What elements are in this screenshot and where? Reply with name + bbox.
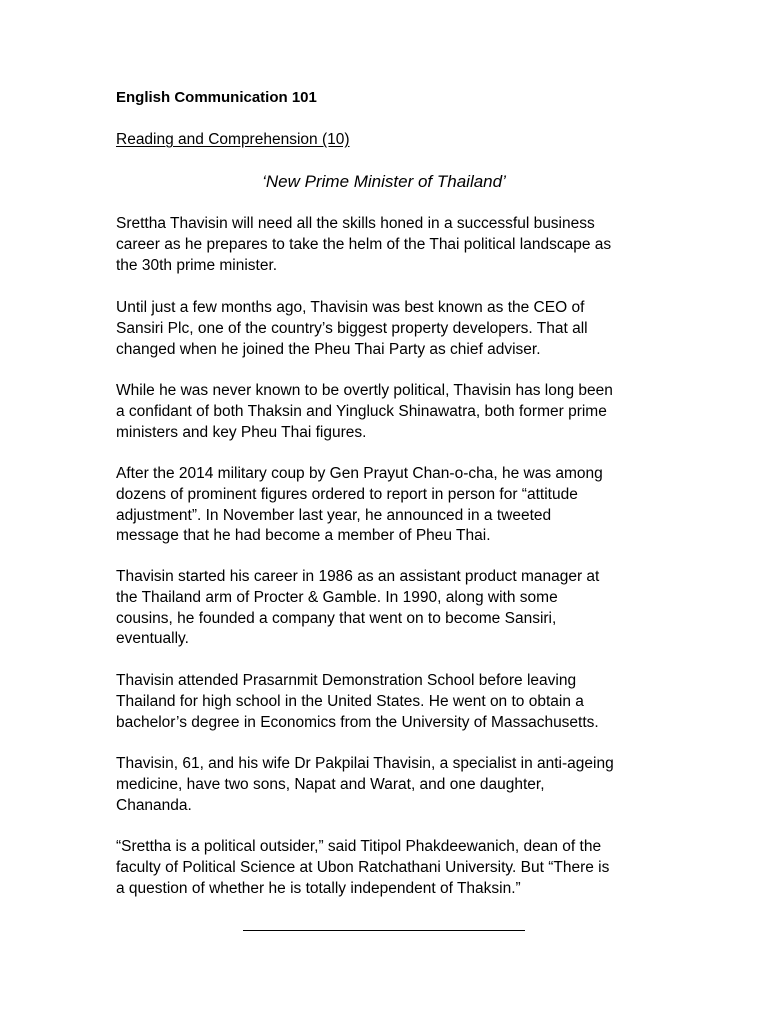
paragraph-3 (116, 381, 656, 443)
paragraph-line: a question of whether he is totally independent of Thaksin.” (116, 879, 521, 897)
paragraph-line: faculty of Political Science at Ubon Ratchathani University. But “There is (116, 858, 610, 876)
paragraph-line: While he was never known to be overtly political, Thavisin has long been (116, 382, 613, 399)
article-title: ‘New Prime Minister of Thailand’ (262, 172, 506, 191)
paragraph-7 (116, 754, 656, 816)
paragraph-line: “Srettha is a political outsider,” said Titipol Phakdeewanich, dean of the (116, 838, 602, 855)
paragraph-line: message that he had become a member of Pheu Thai. (116, 527, 491, 545)
paragraph-line: Sansiri Plc, one of the country’s biggest property developers. That all (116, 319, 588, 337)
paragraph-8 (116, 837, 656, 899)
paragraph-line: adjustment”. In November last year, he announced in a tweeted (116, 506, 552, 524)
section-heading: Reading and Comprehension (10) (116, 131, 350, 148)
end-divider-line (243, 930, 525, 931)
paragraph-6 (116, 671, 656, 733)
paragraph-line: eventually. (116, 630, 189, 648)
paragraph-line: ministers and key Pheu Thai figures. (116, 423, 367, 441)
paragraph-line: the 30th prime minister. (116, 256, 278, 274)
paragraph-2 (116, 298, 656, 360)
paragraph-line: Chananda. (116, 796, 192, 814)
paragraph-line: dozens of prominent figures ordered to report in person for “attitude (116, 485, 578, 503)
paragraph-line: bachelor’s degree in Economics from the University of Massachusetts. (116, 713, 599, 731)
course-title: English Communication 101 (116, 89, 317, 106)
paragraph-line: Until just a few months ago, Thavisin was best known as the CEO of (116, 299, 585, 316)
paragraph-5 (116, 567, 656, 650)
paragraph-1 (116, 214, 656, 276)
paragraph-4 (116, 464, 656, 547)
paragraph-line: Thavisin attended Prasarnmit Demonstration School before leaving (116, 672, 577, 689)
paragraph-line: changed when he joined the Pheu Thai Party as chief adviser. (116, 340, 541, 358)
paragraph-line: Srettha Thavisin will need all the skills honed in a successful business (116, 215, 595, 232)
paragraph-line: medicine, have two sons, Napat and Warat, and one daughter, (116, 775, 545, 793)
paragraph-line: the Thailand arm of Procter & Gamble. In 1990, along with some (116, 588, 558, 606)
paragraph-line: career as he prepares to take the helm of the Thai political landscape as (116, 235, 612, 253)
paragraph-line: Thavisin, 61, and his wife Dr Pakpilai Thavisin, a specialist in anti-ageing (116, 755, 614, 772)
paragraph-line: After the 2014 military coup by Gen Prayut Chan-o-cha, he was among (116, 465, 603, 482)
paragraph-line: cousins, he founded a company that went on to become Sansiri, (116, 609, 557, 627)
paragraph-line: Thailand for high school in the United States. He went on to obtain a (116, 692, 584, 710)
paragraph-line: Thavisin started his career in 1986 as an assistant product manager at (116, 568, 600, 585)
paragraph-line: a confidant of both Thaksin and Yingluck Shinawatra, both former prime (116, 402, 607, 420)
